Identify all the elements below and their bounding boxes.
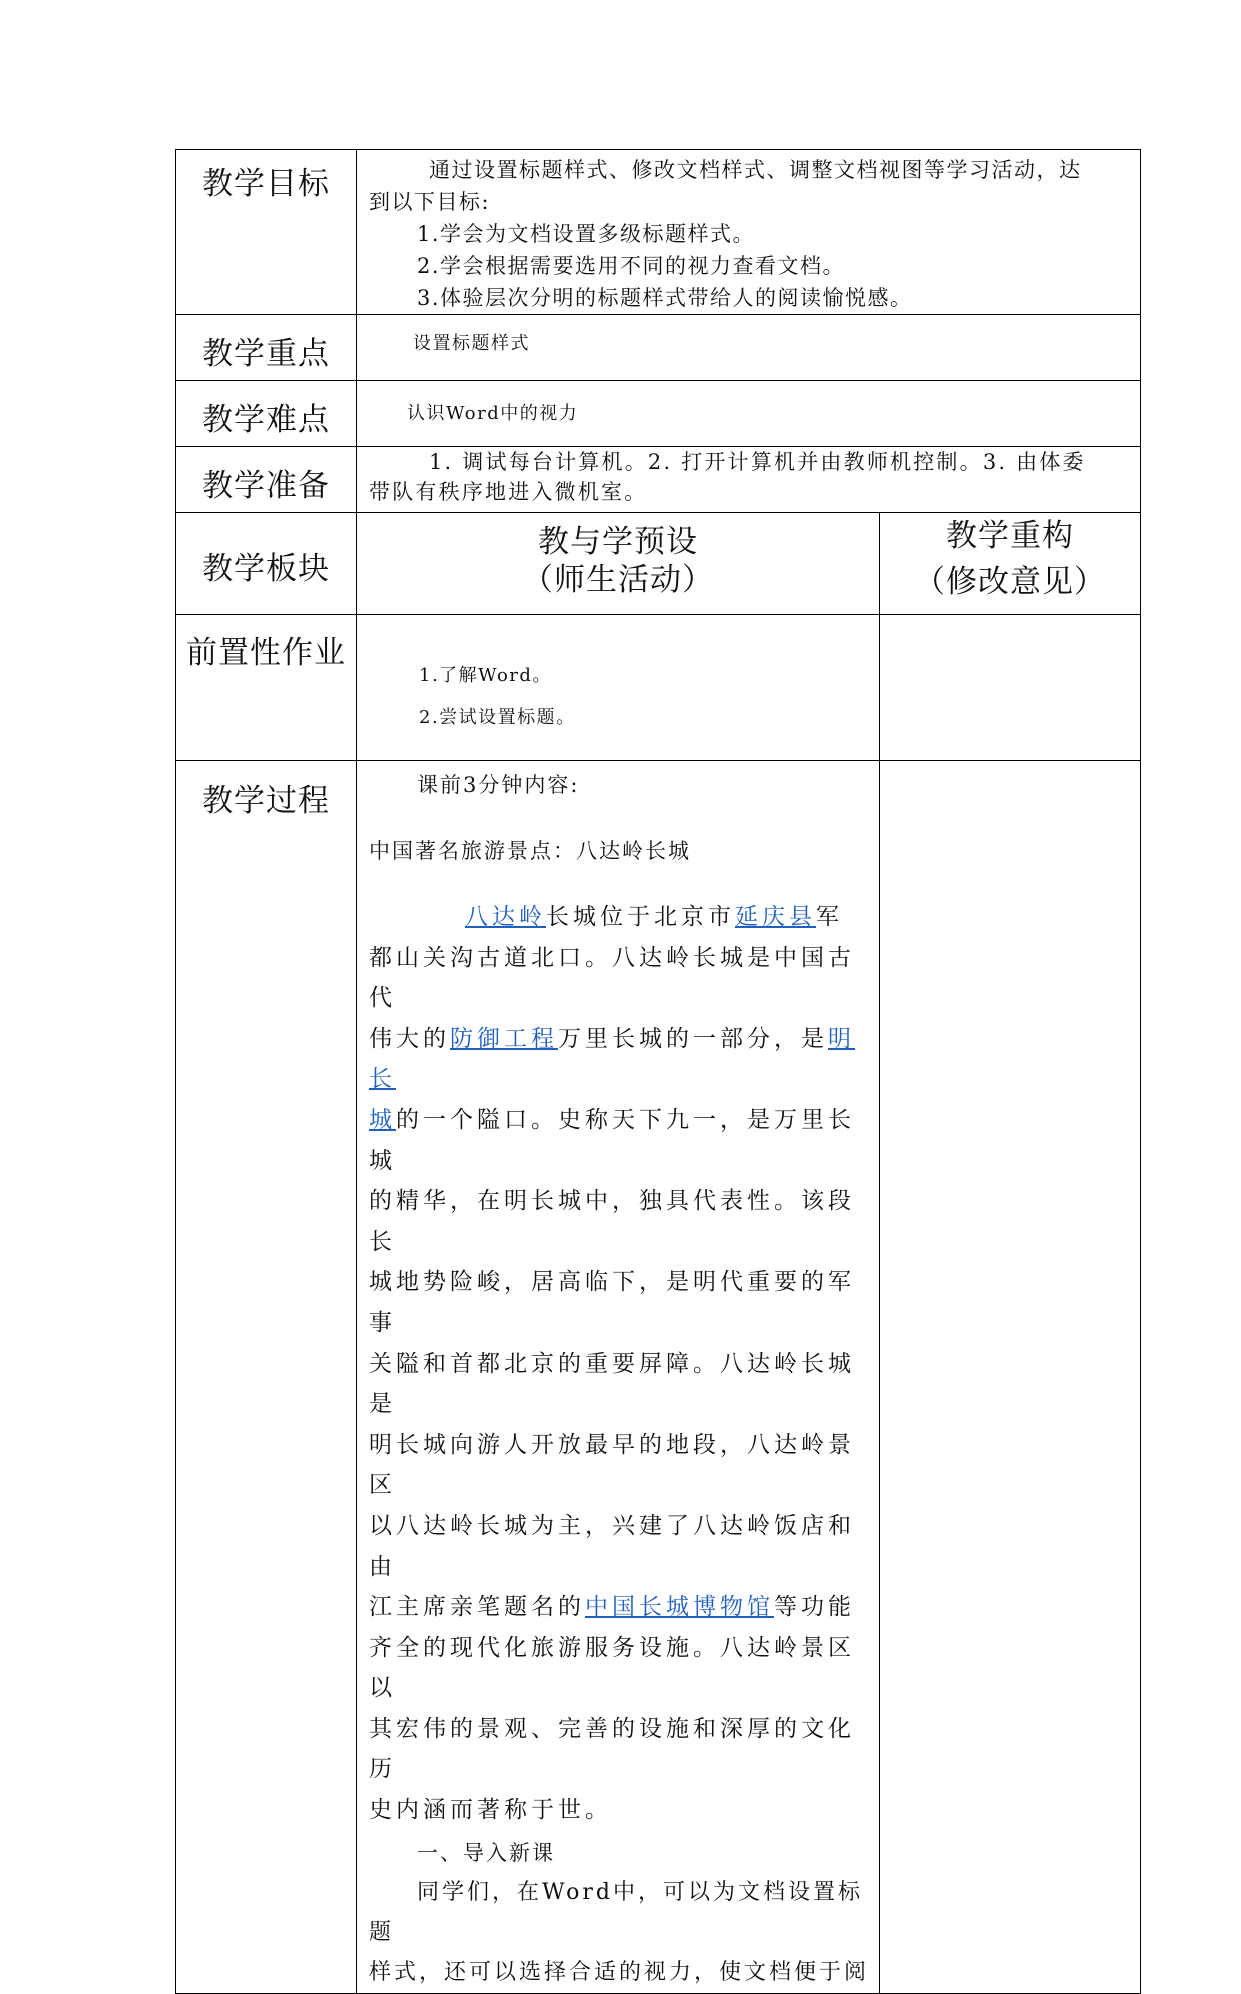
link-ming-great-wall[interactable]: 明长	[369, 1025, 855, 1093]
row-homework	[176, 615, 1141, 761]
header-col1-cell	[357, 513, 880, 615]
homework-content-cell	[357, 615, 880, 761]
difficulty-label-cell	[176, 381, 357, 447]
prep-label: 教学准备	[202, 468, 330, 504]
focus-label: 教学重点	[202, 336, 330, 372]
link-great-wall-museum[interactable]: 中国长城博物馆	[585, 1594, 774, 1621]
para-text: 军	[816, 904, 843, 930]
row-header	[176, 513, 1141, 615]
link-badaling[interactable]: 八达岭	[465, 904, 546, 930]
homework-item-2: 2.尝试设置标题。	[419, 707, 576, 728]
goal-label: 教学目标	[202, 166, 330, 202]
goal-intro-line2: 到以下目标:	[369, 190, 491, 214]
process-revision-cell	[880, 761, 1141, 1994]
goal-item-3: 3.体验层次分明的标题样式带给人的阅读愉悦感。	[417, 286, 913, 310]
para-line: 关隘和首都北京的重要屏障。八达岭长城是	[369, 1350, 855, 1418]
para-line: 齐全的现代化旅游服务设施。八达岭景区以	[369, 1634, 855, 1702]
header-label-cell	[176, 513, 357, 615]
para-line: 都山关沟古道北口。八达岭长城是中国古代	[369, 944, 855, 1012]
difficulty-label: 教学难点	[202, 402, 330, 438]
para-line: 明长城向游人开放最早的地段，八达岭景区	[369, 1431, 855, 1499]
difficulty-text: 认识Word中的视力	[407, 403, 579, 424]
row-goal	[176, 150, 1141, 315]
goal-item-2: 2.学会根据需要选用不同的视力查看文档。	[417, 254, 846, 278]
process-paragraph	[369, 897, 869, 1831]
prep-line1: 1. 调试每台计算机。2. 打开计算机并由教师机控制。3. 由体委	[429, 450, 1086, 474]
homework-label: 前置性作业	[186, 635, 346, 671]
process-label: 教学过程	[202, 783, 330, 819]
process-content-cell	[357, 761, 880, 1994]
para-line: 以八达岭长城为主，兴建了八达岭饭店和由	[369, 1512, 855, 1580]
homework-revision-cell	[880, 615, 1141, 761]
header-col1-line1: 教与学预设	[538, 524, 698, 560]
para-text: 长城位于北京市	[546, 904, 735, 930]
goal-label-cell	[176, 150, 357, 315]
goal-content-cell	[357, 150, 1141, 315]
row-prep	[176, 447, 1141, 513]
lesson-plan-table	[175, 149, 1141, 1994]
row-process	[176, 761, 1141, 1994]
process-intro-line1: 同学们，在Word中，可以为文档设置标题	[369, 1879, 863, 1945]
header-col1-line2: （师生活动）	[522, 562, 714, 598]
process-section-heading: 一、导入新课	[417, 1840, 555, 1865]
row-difficulty	[176, 381, 1141, 447]
goal-intro-line1: 通过设置标题样式、修改文档样式、调整文档视图等学习活动，达	[429, 158, 1082, 182]
para-line: 其宏伟的景观、完善的设施和深厚的文化历	[369, 1715, 855, 1783]
process-label-cell	[176, 761, 357, 1994]
para-text: 等功能	[774, 1594, 855, 1621]
header-col2-line2: （修改意见）	[914, 564, 1106, 600]
para-text: 的一个隘口。史称天下九一，是万里长城	[369, 1106, 855, 1174]
header-col2-cell	[880, 513, 1141, 615]
header-col2-line1: 教学重构	[946, 518, 1074, 554]
para-text: 万里长城的一部分，是	[558, 1025, 828, 1052]
homework-item-1: 1.了解Word。	[419, 665, 552, 686]
para-text: 江主席亲笔题名的	[369, 1594, 585, 1621]
link-defense-project[interactable]: 防御工程	[450, 1025, 558, 1052]
homework-label-cell	[176, 615, 357, 761]
para-text: 伟大的	[369, 1025, 450, 1052]
goal-item-1: 1.学会为文档设置多级标题样式。	[417, 222, 756, 246]
process-intro-line2: 样式，还可以选择合适的视力，使文档便于阅	[369, 1959, 870, 1985]
process-topic: 中国著名旅游景点：八达岭长城	[369, 839, 691, 863]
link-ming-great-wall-cont[interactable]: 城	[369, 1106, 396, 1133]
row-focus	[176, 315, 1141, 381]
focus-label-cell	[176, 315, 357, 381]
focus-text: 设置标题样式	[413, 333, 530, 354]
prep-content-cell	[357, 447, 1141, 513]
process-pre-class: 课前3分钟内容:	[417, 773, 580, 797]
para-line: 史内涵而著称于世。	[369, 1797, 612, 1824]
link-yanqing[interactable]: 延庆县	[735, 904, 816, 930]
prep-line2: 带队有秩序地进入微机室。	[369, 480, 648, 504]
para-line: 的精华，在明长城中，独具代表性。该段长	[369, 1188, 855, 1255]
prep-label-cell	[176, 447, 357, 513]
difficulty-content-cell	[357, 381, 1141, 447]
para-line: 城地势险峻，居高临下，是明代重要的军事	[369, 1269, 855, 1336]
header-label: 教学板块	[202, 551, 330, 587]
focus-content-cell	[357, 315, 1141, 381]
